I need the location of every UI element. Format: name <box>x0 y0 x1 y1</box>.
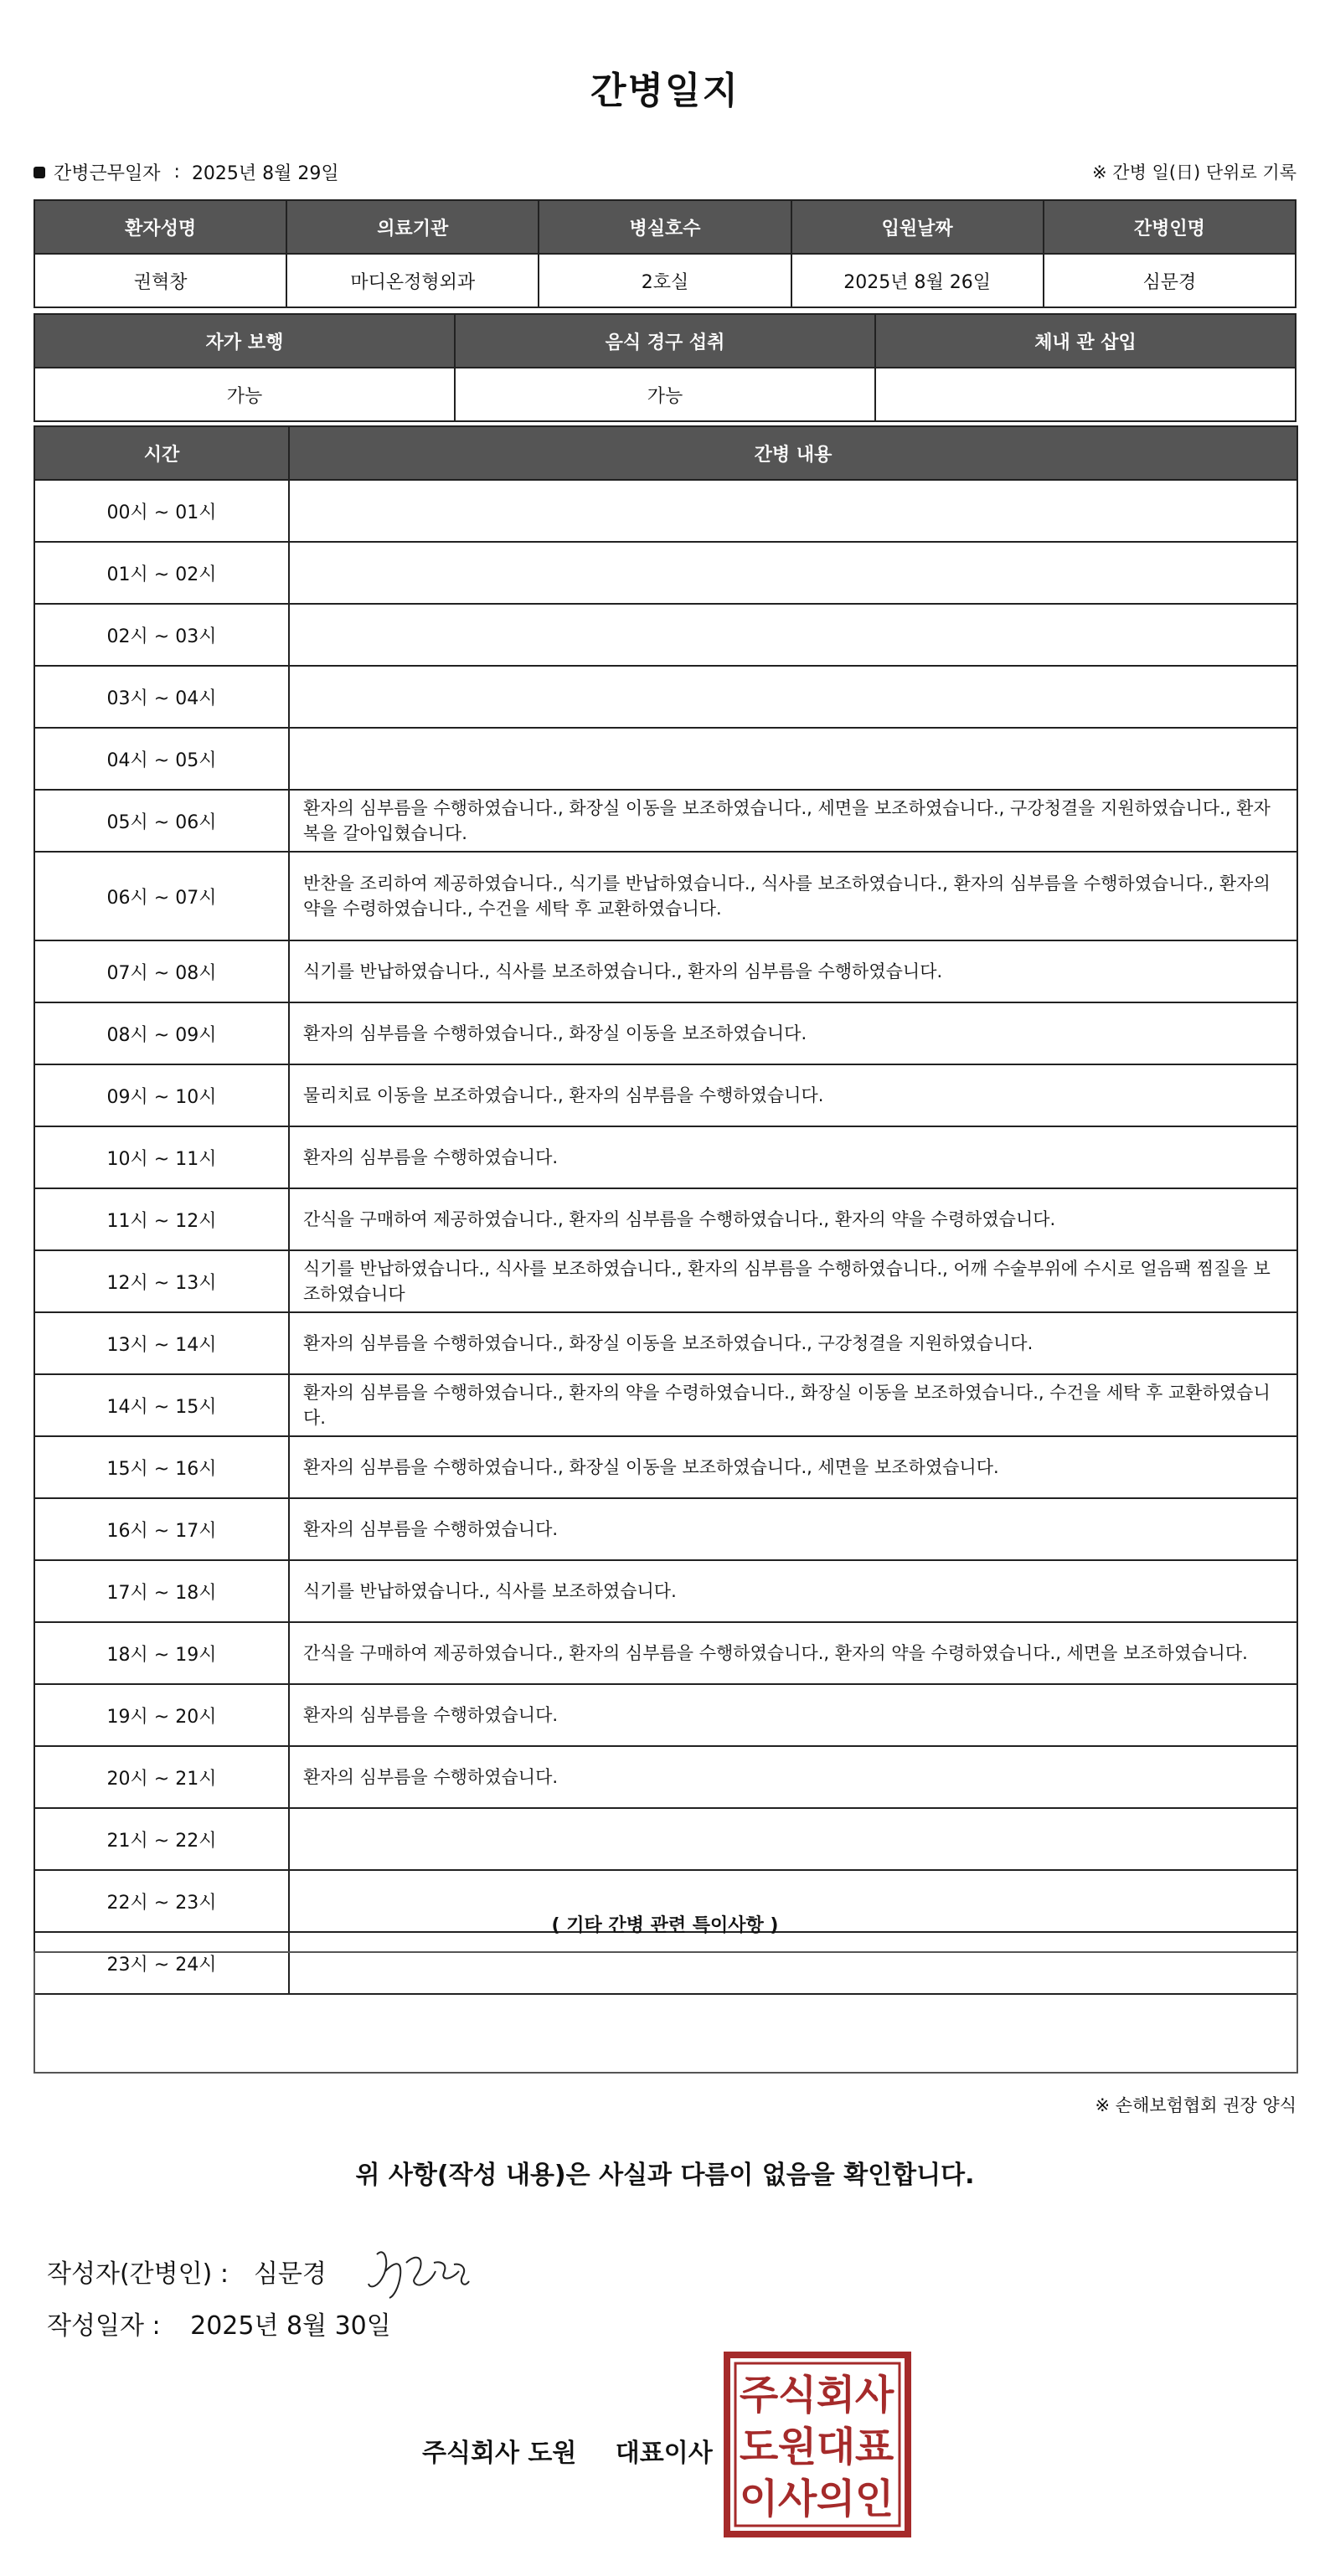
svg-text:원: 원 <box>777 2424 817 2470</box>
care-log-row <box>34 1126 1297 1188</box>
patient-info-header-row <box>34 200 1296 254</box>
care-log-content <box>289 1808 1297 1870</box>
header-time: 시간 <box>34 426 289 480</box>
writer-row <box>47 2238 486 2305</box>
care-log-content: 환자의 심부름을 수행하였습니다., 환자의 약을 수령하였습니다., 화장실 이동을 보조하였습니다., 수건을 세탁 후 교환하였습니다. <box>289 1374 1297 1436</box>
patient-name: 권혁창 <box>34 254 286 307</box>
care-log-content: 식기를 반납하였습니다., 식사를 보조하였습니다., 환자의 심부름을 수행하였습니다., 어깨 수술부위에 수시로 얼음팩 찜질을 보조하였습니다 <box>289 1250 1297 1312</box>
care-log-row <box>34 1250 1297 1312</box>
room-number: 2호실 <box>539 254 791 307</box>
care-log-content: 반찬을 조리하여 제공하였습니다., 식기를 반납하였습니다., 식사를 보조하였습니다., 환자의 심부름을 수행하였습니다., 환자의 약을 수령하였습니다., 수건을 세탁 후 교환하였습니다. <box>289 852 1297 940</box>
write-date-label: 작성일자 : <box>47 2311 161 2341</box>
care-log-content: 물리치료 이동을 보조하였습니다., 환자의 심부름을 수행하였습니다. <box>289 1064 1297 1126</box>
care-log-time: 10시 ~ 11시 <box>34 1126 289 1188</box>
care-log-time: 15시 ~ 16시 <box>34 1436 289 1498</box>
care-log-row <box>34 1312 1297 1374</box>
patient-status-table <box>34 313 1296 422</box>
care-log-time: 02시 ~ 03시 <box>34 604 289 666</box>
company-name: 주식회사 도원 <box>422 2439 577 2468</box>
work-date-label: 간병근무일자 <box>54 163 161 184</box>
write-date-row <box>47 2305 391 2342</box>
care-log-content <box>289 604 1297 666</box>
bullet-icon <box>34 167 45 178</box>
care-log-content <box>289 666 1297 728</box>
care-log-content: 환자의 심부름을 수행하였습니다. <box>289 1498 1297 1560</box>
care-log-content: 환자의 심부름을 수행하였습니다., 화장실 이동을 보조하였습니다., 구강청결을 지원하였습니다. <box>289 1312 1297 1374</box>
care-log-time: 12시 ~ 13시 <box>34 1250 289 1312</box>
care-log-content <box>289 728 1297 790</box>
svg-text:인: 인 <box>854 2476 894 2522</box>
care-log-row <box>34 480 1297 542</box>
header-oral-intake: 음식 경구 섭취 <box>455 314 875 368</box>
header-patient-name: 환자성명 <box>34 200 286 254</box>
care-log-content: 환자의 심부름을 수행하였습니다., 화장실 이동을 보조하였습니다., 세면을 보조하였습니다., 구강청결을 지원하였습니다., 환자복을 갈아입혔습니다. <box>289 790 1297 852</box>
caregiver-name: 심문경 <box>1044 254 1296 307</box>
company-signature-line <box>422 2432 713 2469</box>
svg-text:사: 사 <box>854 2372 894 2419</box>
writer-name: 심문경 <box>253 2259 327 2289</box>
care-log-time: 23시 ~ 24시 <box>34 1932 289 1994</box>
write-date-value: 2025년 8월 30일 <box>190 2311 391 2341</box>
writer-label: 작성자(간병인) : <box>47 2259 229 2289</box>
patient-status-value-row <box>34 368 1296 421</box>
patient-info-value-row <box>34 254 1296 307</box>
care-log-time: 03시 ~ 04시 <box>34 666 289 728</box>
confirmation-statement: 위 사항(작성 내용)은 사실과 다름이 없음을 확인합니다. <box>355 2161 975 2190</box>
recommended-form-note: ※ 손해보험협회 권장 양식 <box>1095 2095 1296 2115</box>
care-log-time: 09시 ~ 10시 <box>34 1064 289 1126</box>
care-log-content: 식기를 반납하였습니다., 식사를 보조하였습니다. <box>289 1560 1297 1622</box>
care-log-row <box>34 940 1297 1002</box>
care-log-row <box>34 1808 1297 1870</box>
care-log-body <box>34 480 1297 1994</box>
care-log-row <box>34 1374 1297 1436</box>
header-room: 병실호수 <box>539 200 791 254</box>
svg-text:표: 표 <box>854 2424 894 2470</box>
ceo-title: 대표이사 <box>615 2439 713 2468</box>
svg-text:이: 이 <box>739 2476 779 2522</box>
care-log-row <box>34 852 1297 940</box>
care-log-table <box>34 425 1298 1995</box>
care-log-time: 04시 ~ 05시 <box>34 728 289 790</box>
care-log-content: 식기를 반납하였습니다., 식사를 보조하였습니다., 환자의 심부름을 수행하였습니다. <box>289 940 1297 1002</box>
care-log-time: 13시 ~ 14시 <box>34 1312 289 1374</box>
header-care-content: 간병 내용 <box>289 426 1297 480</box>
header-tube-insertion: 체내 관 삽입 <box>875 314 1296 368</box>
care-log-row <box>34 1436 1297 1498</box>
special-notes-text <box>35 1953 1296 1973</box>
care-log-time: 08시 ~ 09시 <box>34 1002 289 1064</box>
care-log-row <box>34 790 1297 852</box>
svg-text:사: 사 <box>777 2476 817 2522</box>
document-title: 간병일지 <box>590 70 740 112</box>
care-log-row <box>34 728 1297 790</box>
header-caregiver-name: 간병인명 <box>1044 200 1296 254</box>
care-log-row <box>34 542 1297 604</box>
care-log-content: 간식을 구매하여 제공하였습니다., 환자의 심부름을 수행하였습니다., 환자의 약을 수령하였습니다. <box>289 1188 1297 1250</box>
care-log-time: 05시 ~ 06시 <box>34 790 289 852</box>
tube-insertion-value <box>875 368 1296 421</box>
special-notes-label: ( 기타 간병 관련 특이사항 ) <box>551 1915 779 1936</box>
work-date-value: 2025년 8월 29일 <box>191 163 339 184</box>
care-log-row <box>34 1064 1297 1126</box>
care-log-time: 00시 ~ 01시 <box>34 480 289 542</box>
work-date-separator: : <box>173 162 180 183</box>
care-log-time: 17시 ~ 18시 <box>34 1560 289 1622</box>
svg-text:회: 회 <box>816 2372 856 2419</box>
care-log-row <box>34 604 1297 666</box>
care-log-header-row <box>34 426 1297 480</box>
care-log-time: 11시 ~ 12시 <box>34 1188 289 1250</box>
care-log-row <box>34 1002 1297 1064</box>
care-log-time: 14시 ~ 15시 <box>34 1374 289 1436</box>
care-log-content: 환자의 심부름을 수행하였습니다. <box>289 1684 1297 1746</box>
svg-text:주: 주 <box>739 2372 779 2419</box>
care-log-row <box>34 1684 1297 1746</box>
care-log-content: 환자의 심부름을 수행하였습니다., 화장실 이동을 보조하였습니다. <box>289 1002 1297 1064</box>
header-self-walking: 자가 보행 <box>34 314 455 368</box>
care-log-time: 07시 ~ 08시 <box>34 940 289 1002</box>
care-log-content: 환자의 심부름을 수행하였습니다. <box>289 1746 1297 1808</box>
care-log-time: 19시 ~ 20시 <box>34 1684 289 1746</box>
company-seal-stamp <box>724 2352 911 2537</box>
care-log-content: 환자의 심부름을 수행하였습니다. <box>289 1126 1297 1188</box>
care-log-row <box>34 666 1297 728</box>
work-date-row <box>34 159 339 185</box>
record-note: ※ 간병 일(日) 단위로 기록 <box>1092 162 1296 183</box>
svg-text:식: 식 <box>777 2372 817 2419</box>
care-log-row <box>34 1622 1297 1684</box>
oral-intake-value: 가능 <box>455 368 875 421</box>
care-log-row <box>34 1746 1297 1808</box>
self-walking-value: 가능 <box>34 368 455 421</box>
care-log-time: 22시 ~ 23시 <box>34 1870 289 1932</box>
care-log-row <box>34 1560 1297 1622</box>
care-log-row <box>34 1498 1297 1560</box>
svg-text:대: 대 <box>816 2424 856 2470</box>
care-log-time: 21시 ~ 22시 <box>34 1808 289 1870</box>
handwritten-signature <box>360 2238 486 2305</box>
care-log-content <box>289 480 1297 542</box>
care-log-content: 간식을 구매하여 제공하였습니다., 환자의 심부름을 수행하였습니다., 환자의 약을 수령하였습니다., 세면을 보조하였습니다. <box>289 1622 1297 1684</box>
care-log-time: 18시 ~ 19시 <box>34 1622 289 1684</box>
svg-text:의: 의 <box>816 2476 856 2522</box>
care-log-content <box>289 542 1297 604</box>
svg-text:도: 도 <box>739 2424 779 2470</box>
admission-date: 2025년 8월 26일 <box>791 254 1044 307</box>
care-log-time: 06시 ~ 07시 <box>34 852 289 940</box>
patient-info-table <box>34 199 1296 308</box>
patient-status-header-row <box>34 314 1296 368</box>
care-log-time: 01시 ~ 02시 <box>34 542 289 604</box>
header-admission-date: 입원날짜 <box>791 200 1044 254</box>
header-hospital: 의료기관 <box>286 200 539 254</box>
special-notes-box <box>34 1951 1298 2074</box>
care-log-content: 환자의 심부름을 수행하였습니다., 화장실 이동을 보조하였습니다., 세면을 보조하였습니다. <box>289 1436 1297 1498</box>
care-log-time: 16시 ~ 17시 <box>34 1498 289 1560</box>
hospital-name: 마디온정형외과 <box>286 254 539 307</box>
care-log-row <box>34 1188 1297 1250</box>
care-log-time: 20시 ~ 21시 <box>34 1746 289 1808</box>
